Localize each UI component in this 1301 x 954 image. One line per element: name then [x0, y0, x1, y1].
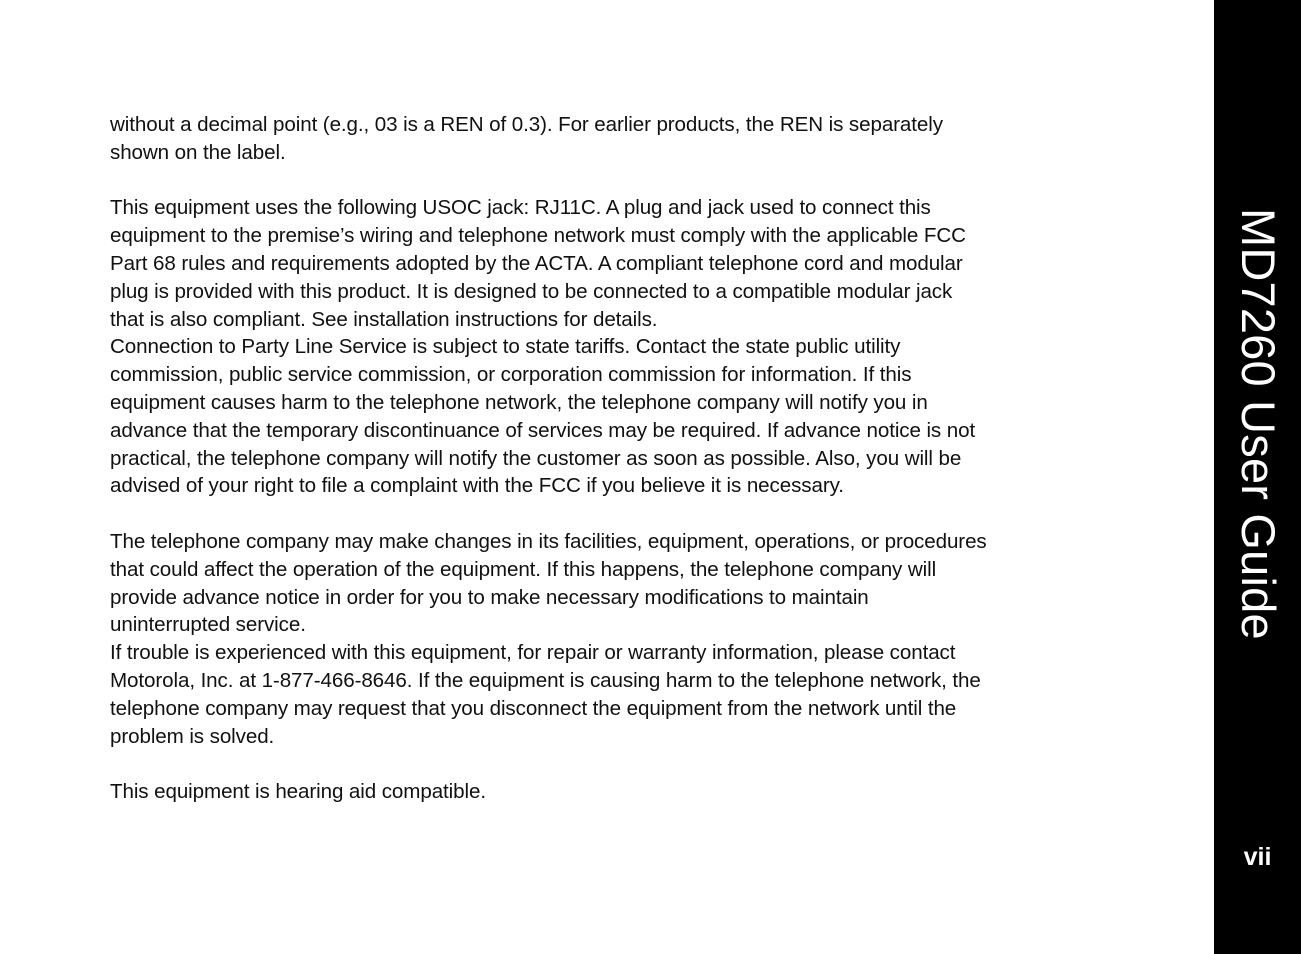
- text-line: commission, public service commission, or corporation commission for information. If this: [110, 363, 912, 387]
- paragraph-jack-and-party-line: [110, 194, 1110, 500]
- body-text: [110, 111, 1110, 806]
- text-line: equipment causes harm to the telephone network, the telephone company will notify you in: [110, 390, 928, 414]
- page-number: vii: [1243, 843, 1272, 871]
- paragraph-ren: [110, 111, 1110, 167]
- text-line: plug is provided with this product. It is designed to be connected to a compatible modular jack: [110, 279, 953, 303]
- paragraph-gap: [110, 167, 1110, 195]
- text-line: without a decimal point (e.g., 03 is a REN of 0.3). For earlier products, the REN is separately: [110, 113, 943, 136]
- text-line: This equipment is hearing aid compatible.: [110, 780, 486, 804]
- text-line: equipment to the premise’s wiring and telephone network must comply with the applicable FCC: [110, 224, 966, 248]
- text-line: advised of your right to file a complaint with the FCC if you believe it is necessary.: [110, 474, 844, 498]
- paragraph-gap: [110, 750, 1110, 778]
- paragraph-gap: [110, 500, 1110, 528]
- paragraph-hearing-aid: [110, 778, 1110, 806]
- guide-title: MD7260 User Guide: [1232, 208, 1285, 640]
- text-line: that is also compliant. See installation instructions for details.: [110, 307, 658, 331]
- text-line: Part 68 rules and requirements adopted by the ACTA. A compliant telephone cord and modular: [110, 251, 963, 275]
- text-line: Connection to Party Line Service is subject to state tariffs. Contact the state public utility: [110, 335, 901, 359]
- text-line: that could affect the operation of the equipment. If this happens, the telephone company will: [110, 557, 937, 581]
- text-line: advance that the temporary discontinuance of services may be required. If advance notice is not: [110, 418, 976, 442]
- text-line: This equipment uses the following USOC jack: RJ11C. A plug and jack used to connect this: [110, 196, 931, 220]
- text-line: telephone company may request that you disconnect the equipment from the network until the: [110, 696, 957, 720]
- paragraph-changes-and-trouble: [110, 528, 1110, 750]
- text-line: Motorola, Inc. at 1-877-466-8646. If the equipment is causing harm to the telephone network, the: [110, 668, 981, 692]
- text-line: The telephone company may make changes in its facilities, equipment, operations, or procedures: [110, 529, 987, 553]
- text-line: provide advance notice in order for you to make necessary modifications to maintain: [110, 585, 869, 609]
- text-line: practical, the telephone company will notify the customer as soon as possible. Also, you will be: [110, 446, 962, 470]
- text-line: problem is solved.: [110, 724, 275, 748]
- text-line: shown on the label.: [110, 140, 286, 164]
- text-line: If trouble is experienced with this equipment, for repair or warranty information, please contact: [110, 641, 956, 665]
- text-line: uninterrupted service.: [110, 613, 306, 637]
